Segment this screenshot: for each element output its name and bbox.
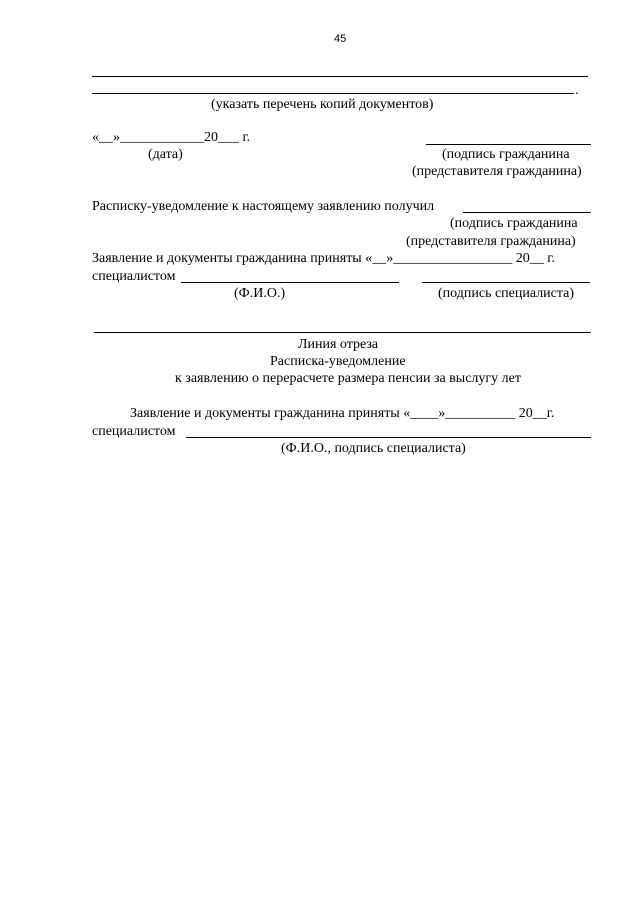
- fio-caption: (Ф.И.О.): [234, 286, 286, 301]
- copies-list-line-1: [92, 76, 588, 77]
- accepted-text: Заявление и документы гражданина приняты «__»_________________ 20__ г.: [92, 251, 555, 266]
- specialist-signature-caption: (подпись специалиста): [438, 286, 575, 301]
- copies-list-caption: (указать перечень копий документов): [211, 97, 434, 112]
- receipt-title: Расписка-уведомление: [270, 354, 406, 369]
- date-line: «__»____________20___ г.: [92, 130, 251, 145]
- specialist-label: специалистом: [92, 269, 176, 284]
- specialist-signature-line: [422, 282, 590, 283]
- receipt-subtitle: к заявлению о перерасчете размера пенсии за выслугу лет: [175, 371, 521, 386]
- cut-line: [94, 332, 591, 333]
- page-number: 45: [334, 33, 347, 45]
- receipt-signature-caption-2: (представителя гражданина): [406, 234, 576, 249]
- receipt-fio-signature-caption: (Ф.И.О., подпись специалиста): [281, 441, 466, 456]
- receipt-signature-line: [463, 212, 591, 213]
- copies-list-end-period: .: [575, 83, 579, 98]
- cut-line-label: Линия отреза: [298, 337, 379, 352]
- specialist-fio-line: [181, 282, 399, 283]
- citizen-signature-line: [426, 144, 591, 145]
- receipt-signature-caption-1: (подпись гражданина: [450, 216, 578, 231]
- date-caption: (дата): [148, 147, 183, 162]
- receipt-received-text: Расписку-уведомление к настоящему заявлению получил: [92, 199, 435, 214]
- citizen-signature-caption-1: (подпись гражданина: [442, 147, 570, 162]
- receipt-specialist-line: [186, 437, 591, 438]
- citizen-signature-caption-2: (представителя гражданина): [412, 164, 582, 179]
- receipt-specialist-label: специалистом: [92, 424, 176, 439]
- receipt-accepted-text: Заявление и документы гражданина приняты «____»__________ 20__г.: [130, 406, 555, 421]
- copies-list-line-2: [92, 93, 574, 94]
